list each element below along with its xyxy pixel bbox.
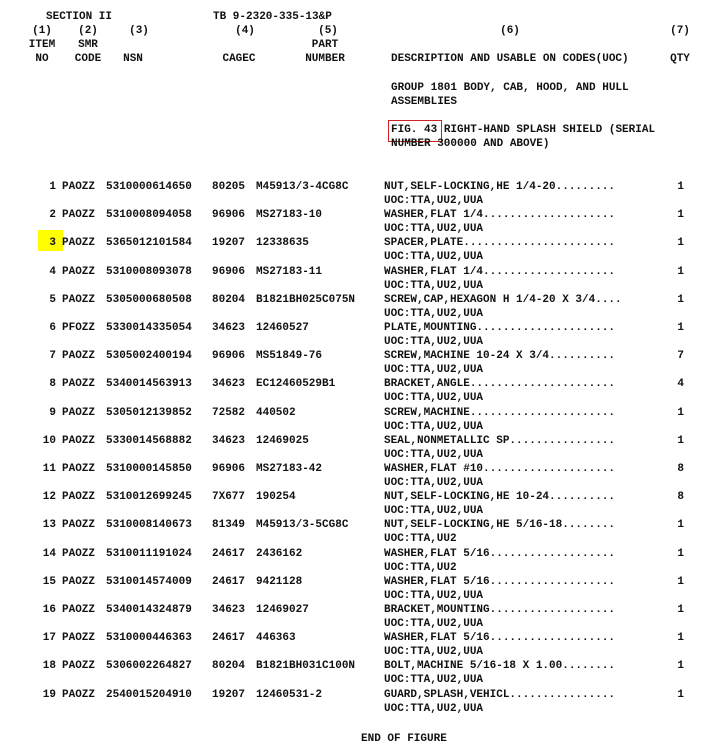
nsn: 5305002400194: [106, 350, 192, 362]
item-number: 7: [49, 350, 56, 362]
item-number: 9: [49, 407, 56, 419]
part-number: 446363: [256, 632, 296, 644]
quantity: 1: [677, 266, 684, 278]
group-title: GROUP 1801 BODY, CAB, HOOD, AND HULL: [391, 82, 629, 94]
nsn: 5305012139852: [106, 407, 192, 419]
usable-on-codes: UOC:TTA,UU2: [384, 533, 457, 545]
cagec: 96906: [212, 266, 246, 278]
smr-code: PAOZZ: [62, 435, 96, 447]
usable-on-codes: UOC:TTA,UU2,UUA: [384, 195, 484, 207]
description: SPACER,PLATE.......................: [384, 237, 616, 249]
usable-on-codes: UOC:TTA,UU2,UUA: [384, 251, 484, 263]
description: WASHER,FLAT 5/16...................: [384, 632, 616, 644]
quantity: 1: [677, 181, 684, 193]
usable-on-codes: UOC:TTA,UU2,UUA: [384, 477, 484, 489]
description: NUT,SELF-LOCKING,HE 5/16-18........: [384, 519, 616, 531]
usable-on-codes: UOC:TTA,UU2,UUA: [384, 618, 484, 630]
col4-number: (4): [235, 25, 255, 37]
nsn: 5305000680508: [106, 294, 192, 306]
nsn: 5330014568882: [106, 435, 192, 447]
description: BRACKET,ANGLE......................: [384, 378, 616, 390]
smr-code: PAOZZ: [62, 689, 96, 701]
smr-code: PAOZZ: [62, 519, 96, 531]
item-number: 15: [42, 576, 56, 588]
usable-on-codes: UOC:TTA,UU2: [384, 562, 457, 574]
item-number: 17: [42, 632, 56, 644]
smr-code: PAOZZ: [62, 378, 96, 390]
part-number: B1821BH031C100N: [256, 660, 356, 672]
usable-on-codes: UOC:TTA,UU2,UUA: [384, 590, 484, 602]
col7-number: (7): [670, 25, 690, 37]
quantity: 1: [677, 294, 684, 306]
col1-label: ITEM: [28, 39, 56, 51]
cagec: 96906: [212, 463, 246, 475]
item-number: 10: [42, 435, 56, 447]
smr-code: PAOZZ: [62, 266, 96, 278]
quantity: 8: [677, 463, 684, 475]
item-number: 16: [42, 604, 56, 616]
section-label: SECTION II: [46, 11, 113, 23]
cagec: 34623: [212, 604, 246, 616]
smr-code: PAOZZ: [62, 660, 96, 672]
figure-title-line2: NUMBER 300000 AND ABOVE): [391, 138, 550, 150]
col5-number: (5): [318, 25, 338, 37]
description: NUT,SELF-LOCKING,HE 1/4-20.........: [384, 181, 616, 193]
part-number: MS51849-76: [256, 350, 323, 362]
cagec: 19207: [212, 689, 246, 701]
item-number: 6: [49, 322, 56, 334]
part-number: 440502: [256, 407, 296, 419]
part-number: 12338635: [256, 237, 309, 249]
usable-on-codes: UOC:TTA,UU2,UUA: [384, 646, 484, 658]
col3-number: (3): [129, 25, 149, 37]
part-number: M45913/3-4CG8C: [256, 181, 349, 193]
quantity: 1: [677, 548, 684, 560]
quantity: 1: [677, 660, 684, 672]
quantity: 1: [677, 322, 684, 334]
nsn: 5310000614650: [106, 181, 192, 193]
item-number: 1: [49, 181, 56, 193]
description: PLATE,MOUNTING.....................: [384, 322, 616, 334]
description: WASHER,FLAT 5/16...................: [384, 548, 616, 560]
part-number: B1821BH025C075N: [256, 294, 356, 306]
smr-code: PAOZZ: [62, 463, 96, 475]
description: WASHER,FLAT #10....................: [384, 463, 616, 475]
part-number: MS27183-11: [256, 266, 323, 278]
col6-number: (6): [500, 25, 520, 37]
nsn: 5310008140673: [106, 519, 192, 531]
item-number: 4: [49, 266, 56, 278]
cagec: 96906: [212, 209, 246, 221]
part-number: 9421128: [256, 576, 303, 588]
cagec: 24617: [212, 548, 246, 560]
nsn: 5310012699245: [106, 491, 192, 503]
usable-on-codes: UOC:TTA,UU2,UUA: [384, 421, 484, 433]
item-number: 13: [42, 519, 56, 531]
col3-label: NSN: [123, 53, 143, 65]
description: WASHER,FLAT 5/16...................: [384, 576, 616, 588]
nsn: 5310014574009: [106, 576, 192, 588]
usable-on-codes: UOC:TTA,UU2,UUA: [384, 449, 484, 461]
quantity: 1: [677, 576, 684, 588]
cagec: 72582: [212, 407, 246, 419]
quantity: 1: [677, 689, 684, 701]
part-number: MS27183-10: [256, 209, 323, 221]
quantity: 1: [677, 237, 684, 249]
cagec: 80204: [212, 294, 246, 306]
quantity: 1: [677, 519, 684, 531]
figure-title-line1: [391, 124, 655, 137]
item-number: 19: [42, 689, 56, 701]
col1-number: (1): [32, 25, 52, 37]
description: SCREW,CAP,HEXAGON H 1/4-20 X 3/4....: [384, 294, 622, 306]
cagec: 34623: [212, 378, 246, 390]
nsn: 5340014324879: [106, 604, 192, 616]
smr-code: PAOZZ: [62, 209, 96, 221]
usable-on-codes: UOC:TTA,UU2,UUA: [384, 336, 484, 348]
smr-code: PAOZZ: [62, 237, 96, 249]
nsn: 5306002264827: [106, 660, 192, 672]
description: BRACKET,MOUNTING...................: [384, 604, 616, 616]
part-number: 12469027: [256, 604, 309, 616]
usable-on-codes: UOC:TTA,UU2,UUA: [384, 703, 484, 715]
cagec: 96906: [212, 350, 246, 362]
smr-code: PAOZZ: [62, 632, 96, 644]
item-number: 8: [49, 378, 56, 390]
smr-code: PAOZZ: [62, 548, 96, 560]
part-number: 12469025: [256, 435, 309, 447]
usable-on-codes: UOC:TTA,UU2,UUA: [384, 223, 484, 235]
col4-label: CAGEC: [222, 53, 256, 65]
description: GUARD,SPLASH,VEHICL................: [384, 689, 616, 701]
cagec: 80204: [212, 660, 246, 672]
cagec: 24617: [212, 576, 246, 588]
usable-on-codes: UOC:TTA,UU2,UUA: [384, 392, 484, 404]
description: WASHER,FLAT 1/4....................: [384, 209, 616, 221]
figure-label: FIG. 43: [391, 124, 438, 136]
nsn: 5340014563913: [106, 378, 192, 390]
nsn: 5365012101584: [106, 237, 192, 249]
quantity: 1: [677, 435, 684, 447]
usable-on-codes: UOC:TTA,UU2,UUA: [384, 280, 484, 292]
usable-on-codes: UOC:TTA,UU2,UUA: [384, 505, 484, 517]
cagec: 34623: [212, 435, 246, 447]
smr-code: PAOZZ: [62, 350, 96, 362]
quantity: 1: [677, 209, 684, 221]
description: BOLT,MACHINE 5/16-18 X 1.00........: [384, 660, 616, 672]
description: SCREW,MACHINE......................: [384, 407, 616, 419]
smr-code: PAOZZ: [62, 181, 96, 193]
item-number: 14: [42, 548, 56, 560]
smr-code: PFOZZ: [62, 322, 96, 334]
item-number: 12: [42, 491, 56, 503]
item-number: 5: [49, 294, 56, 306]
cagec: 24617: [212, 632, 246, 644]
usable-on-codes: UOC:TTA,UU2,UUA: [384, 364, 484, 376]
nsn: 5310000145850: [106, 463, 192, 475]
nsn: 5310000446363: [106, 632, 192, 644]
description: SEAL,NONMETALLIC SP................: [384, 435, 616, 447]
smr-code: PAOZZ: [62, 491, 96, 503]
part-number: EC12460529B1: [256, 378, 336, 390]
item-number: 2: [49, 209, 56, 221]
col5-label: PART: [311, 39, 339, 51]
part-number: 190254: [256, 491, 296, 503]
part-number: M45913/3-5CG8C: [256, 519, 349, 531]
group-title-2: ASSEMBLIES: [391, 96, 458, 108]
quantity: 7: [677, 350, 684, 362]
col2-label: SMR: [78, 39, 98, 51]
usable-on-codes: UOC:TTA,UU2,UUA: [384, 308, 484, 320]
quantity: 8: [677, 491, 684, 503]
col7-label: QTY: [670, 53, 690, 65]
col2-number: (2): [78, 25, 98, 37]
nsn: 5330014335054: [106, 322, 192, 334]
col2-label-2: CODE: [74, 53, 102, 65]
part-number: MS27183-42: [256, 463, 323, 475]
quantity: 1: [677, 407, 684, 419]
description: SCREW,MACHINE 10-24 X 3/4..........: [384, 350, 616, 362]
end-of-figure: END OF FIGURE: [361, 733, 447, 745]
col1-label-2: NO: [35, 53, 49, 65]
nsn: 5310008093078: [106, 266, 192, 278]
doc-number: TB 9-2320-335-13&P: [213, 11, 332, 23]
item-number: 18: [42, 660, 56, 672]
smr-code: PAOZZ: [62, 604, 96, 616]
smr-code: PAOZZ: [62, 576, 96, 588]
part-number: 12460531-2: [256, 689, 323, 701]
cagec: 34623: [212, 322, 246, 334]
usable-on-codes: UOC:TTA,UU2,UUA: [384, 674, 484, 686]
cagec: 80205: [212, 181, 246, 193]
nsn: 5310008094058: [106, 209, 192, 221]
description: NUT,SELF-LOCKING,HE 10-24..........: [384, 491, 616, 503]
figure-title: RIGHT-HAND SPLASH SHIELD (SERIAL: [437, 124, 656, 136]
quantity: 1: [677, 632, 684, 644]
col5-label-2: NUMBER: [305, 53, 345, 65]
item-number: 3: [49, 237, 56, 249]
cagec: 19207: [212, 237, 246, 249]
item-number: 11: [42, 463, 56, 475]
quantity: 4: [677, 378, 684, 390]
cagec: 81349: [212, 519, 246, 531]
smr-code: PAOZZ: [62, 407, 96, 419]
cagec: 7X677: [212, 491, 246, 503]
nsn: 5310011191024: [106, 548, 192, 560]
description: WASHER,FLAT 1/4....................: [384, 266, 616, 278]
part-number: 12460527: [256, 322, 309, 334]
quantity: 1: [677, 604, 684, 616]
part-number: 2436162: [256, 548, 303, 560]
smr-code: PAOZZ: [62, 294, 96, 306]
nsn: 2540015204910: [106, 689, 192, 701]
col6-label: DESCRIPTION AND USABLE ON CODES(UOC): [391, 53, 629, 65]
